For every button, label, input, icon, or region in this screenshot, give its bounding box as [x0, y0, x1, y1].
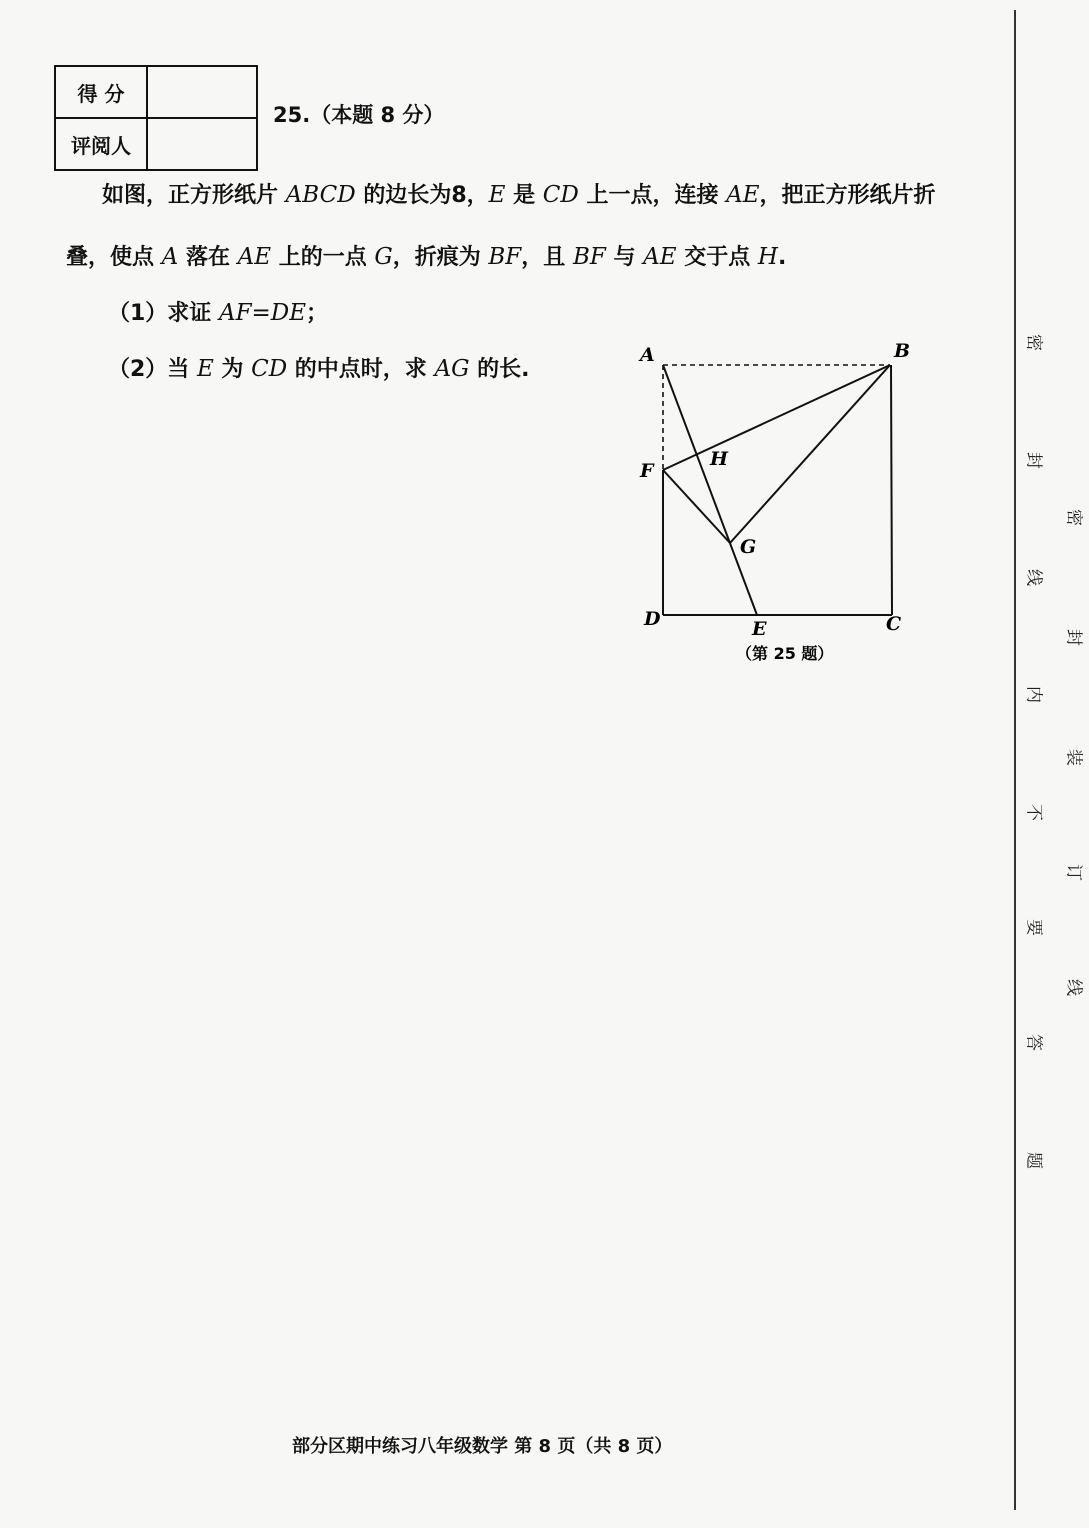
- text-segment: 的长.: [469, 357, 530, 382]
- question-text-line-1: [102, 178, 936, 209]
- segment-FG: [663, 470, 730, 543]
- binding-char: 题: [1023, 1152, 1044, 1169]
- question-text-line-2: [66, 240, 786, 271]
- score-cell: [147, 66, 257, 118]
- math-symbol: AE: [726, 182, 760, 208]
- label-D: D: [644, 608, 661, 630]
- text-segment: 为: [213, 357, 252, 382]
- binding-char-right: 密: [1063, 509, 1084, 526]
- text-segment: .: [777, 245, 787, 270]
- binding-line: [1014, 10, 1016, 1510]
- text-segment: 如图，正方形纸片: [102, 183, 286, 208]
- math-symbol: A: [161, 244, 179, 270]
- segment-AE: [663, 365, 757, 615]
- geometry-figure: [630, 335, 920, 670]
- binding-char: 内: [1023, 686, 1044, 703]
- label-B: B: [894, 340, 911, 362]
- binding-char: 不: [1023, 804, 1044, 821]
- label-E: E: [752, 618, 767, 640]
- segment-BC: [891, 365, 892, 615]
- text-segment: 与: [605, 245, 644, 270]
- math-symbol: E: [488, 182, 506, 208]
- math-symbol: AE: [237, 244, 272, 270]
- label-H: H: [710, 448, 728, 470]
- label-C: C: [886, 613, 902, 635]
- reviewer-cell: [147, 118, 257, 170]
- math-symbol: G: [374, 244, 393, 270]
- text-segment: 上的一点: [271, 245, 375, 270]
- binding-char: 封: [1023, 452, 1044, 469]
- binding-margin: [1008, 0, 1084, 1528]
- score-label: 得 分: [55, 66, 147, 118]
- segment-FB: [663, 365, 890, 470]
- math-symbol: ABCD: [285, 182, 356, 208]
- text-segment: 上一点，连接: [578, 183, 727, 208]
- binding-char: 答: [1023, 1034, 1044, 1051]
- text-segment: ；: [306, 301, 329, 326]
- question-part-2: [108, 352, 529, 383]
- reviewer-label: 评阅人: [55, 118, 147, 170]
- binding-char-right: 装: [1063, 749, 1084, 766]
- text-segment: ，把正方形纸片折: [759, 183, 936, 208]
- math-symbol: AE: [643, 244, 677, 270]
- binding-char-right: 线: [1063, 979, 1084, 996]
- text-segment: ，且: [521, 245, 573, 270]
- label-F: F: [640, 460, 654, 482]
- math-symbol: AF=DE: [218, 300, 307, 326]
- binding-char-right: 订: [1063, 864, 1084, 881]
- text-segment: （2）当: [108, 357, 197, 382]
- text-segment: 的中点时，求: [287, 357, 435, 382]
- text-segment: 落在: [178, 245, 238, 270]
- score-table: [54, 65, 258, 171]
- text-segment: ，折痕为: [392, 245, 489, 270]
- label-A: A: [640, 344, 655, 366]
- text-segment: 的边长为8，: [355, 183, 489, 208]
- segment-BG: [730, 365, 890, 543]
- text-segment: 叠，使点: [66, 245, 162, 270]
- math-symbol: CD: [542, 182, 579, 208]
- question-part-1: [108, 296, 328, 327]
- text-segment: 是: [505, 183, 543, 208]
- math-symbol: CD: [251, 356, 288, 382]
- math-symbol: E: [196, 356, 214, 382]
- text-segment: （1）求证: [108, 301, 219, 326]
- binding-char: 线: [1023, 569, 1044, 586]
- math-symbol: AG: [434, 356, 470, 382]
- binding-char: 密: [1023, 334, 1044, 351]
- math-symbol: BF: [488, 244, 522, 270]
- label-G: G: [740, 536, 757, 558]
- page-footer: 部分区期中练习八年级数学 第 8 页（共 8 页）: [292, 1436, 673, 1457]
- text-segment: 交于点: [676, 245, 758, 270]
- math-symbol: BF: [572, 244, 606, 270]
- figure-caption: （第 25 题）: [736, 644, 834, 663]
- question-header: 25.（本题 8 分）: [273, 103, 445, 127]
- math-symbol: H: [757, 244, 778, 270]
- binding-char-right: 封: [1063, 629, 1084, 646]
- binding-char: 要: [1023, 919, 1044, 936]
